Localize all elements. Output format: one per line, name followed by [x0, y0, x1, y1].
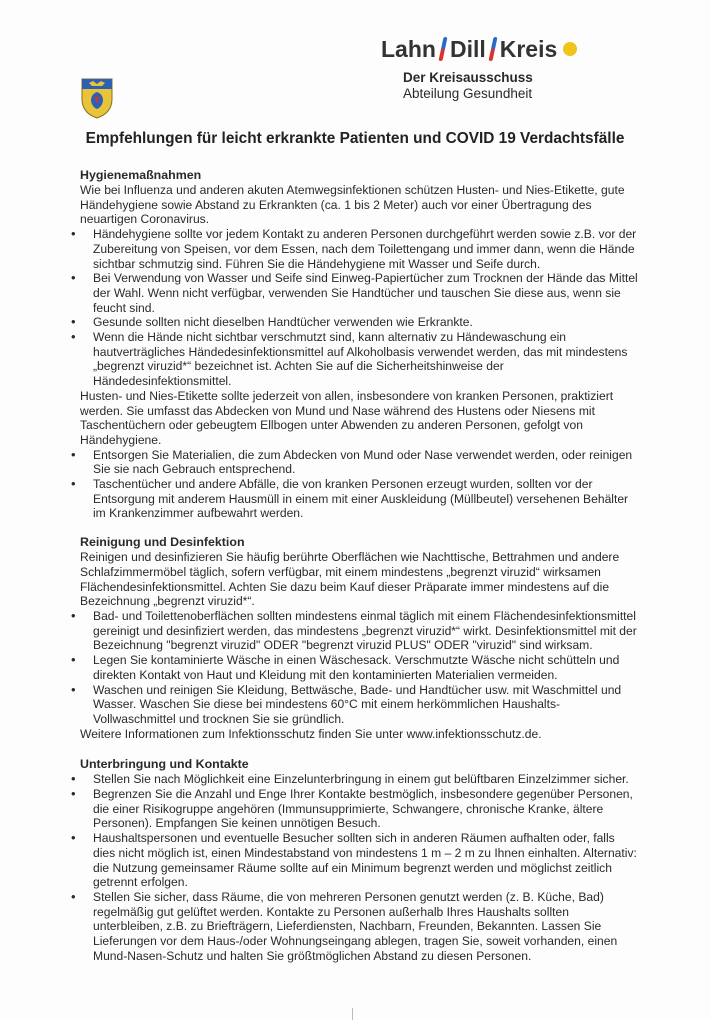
hygiene-cough-etiquette: Husten- und Nies-Etikette sollte jederzeit von allen, insbesondere von kranken Personen, praktiziert werden. Sie umfasst das Abdecken von Mund und Nase während des Hustens oder Niesens mit Taschentüchern oder gebeugtem Ellbogen unter Abwenden zu anderen Personen, gefolgt von Händehygiene.: [80, 388, 614, 447]
list-item: • Bad- und Toilettenoberflächen sollten mindestens einmal täglich mit einem Flächendesinfektionsmittel gereinigt und desinfiziert werden, das mindestens „begrenzt viruzid*“ wirkt. Desinfektionsmittel mit der Bezeichnung "begrenzt viruzid" ODER "begrenzt viruzid PLUS" ODER "viruzid" sind wirksam.: [93, 609, 640, 653]
document-title: Empfehlungen für leicht erkrankte Patienten und COVID 19 Verdachtsfälle: [85, 130, 625, 147]
department-block: [403, 70, 533, 102]
cleaning-intro: Reinigen und desinfizieren Sie häufig berührte Oberflächen wie Nachttische, Bettrahmen und andere Schlafzimmermöbel täglich, sofern verfügbar, mit einem mindestens „begrenzt viruzid“ wirksamen Flächendesinfektionsmittel. Achten Sie dazu beim Kauf dieser Präparate immer mindestens auf die Bezeichnung „begrenzt viruzid*“.: [80, 550, 620, 609]
section-heading-hygiene: Hygienemaßnahmen: [80, 168, 202, 182]
hygiene-intro: Wie bei Influenza und anderen akuten Atemwegsinfektionen schützen Husten- und Nies-Etikette, gute Händehygiene sowie Abstand zu Erkrankten (ca. 1 bis 2 Meter) auch vor einer Übertragung des neuartigen Coronavirus.: [80, 183, 625, 227]
list-item: • Taschentücher und andere Abfälle, die von kranken Personen erzeugt wurden, sollten vor der Entsorgung mit anderem Hausmüll in einem mit einer Auskleidung (Müllbeutel) versehenen Behälter im Krankenzimmer aufbewahrt werden.: [93, 477, 640, 521]
cleaning-bullet-list: [80, 609, 640, 727]
lahn-dill-kreis-logo: [381, 36, 577, 63]
hygiene-bullet-list-2: [80, 448, 640, 522]
section-heading-housing: Unterbringung und Kontakte: [80, 757, 249, 772]
section-hygiene: [80, 168, 640, 521]
list-item: • Entsorgen Sie Materialien, die zum Abdecken von Mund oder Nase verwendet werden, oder reinigen Sie sie nach Gebrauch entsprechend.: [93, 448, 640, 477]
list-item: • Begrenzen Sie die Anzahl und Enge Ihrer Kontakte bestmöglich, insbesondere gegenüber Personen, die einer Risikogruppe angehören (Immunsupprimierte, Schwangere, chronische Kranke, ältere Personen). Empfangen Sie keinen unnötigen Besuch.: [93, 787, 640, 831]
logo-text-lahn: Lahn: [381, 36, 436, 62]
list-item: • Gesunde sollten nicht dieselben Handtücher verwenden wie Erkrankte.: [93, 315, 640, 330]
section-cleaning: [80, 535, 640, 741]
logo-text-kreis: Kreis: [499, 36, 558, 62]
list-item: • Bei Verwendung von Wasser und Seife sind Einweg-Papiertücher zum Trocknen der Hände das Mittel der Wahl. Wenn nicht verfügbar, verwenden Sie Handtücher und tauschen Sie diese aus, wenn sie feucht sind.: [93, 271, 640, 315]
housing-bullet-list: [80, 772, 640, 963]
page-edge-mark: [352, 1008, 353, 1020]
list-item: • Händehygiene sollte vor jedem Kontakt zu anderen Personen durchgeführt werden sowie z.B. vor der Zubereitung von Speisen, vor dem Essen, nach dem Toilettengang und immer dann, wenn die Hände sichtbar schmutzig sind. Führen Sie die Händehygiene mit Wasser und Seife durch.: [93, 227, 640, 271]
coat-of-arms-icon: [80, 75, 114, 119]
list-item: • Legen Sie kontaminierte Wäsche in einen Wäschesack. Verschmutzte Wäsche nicht schütteln und direkten Kontakt von Haut und Kleidung mit den kontaminierten Materialien vermeiden.: [93, 653, 640, 682]
list-item: • Stellen Sie sicher, dass Räume, die von mehreren Personen genutzt werden (z. B. Küche, Bad) regelmäßig gut gelüftet werden. Kontakte zu Personen außerhalb Ihres Haushalts sollten unterbleiben, z.B. zu Briefträgern, Lieferdiensten, Nachbarn, Freunden, Bekannten. Lassen Sie Lieferungen vor dem Haus-/oder Wohnungseingang ablegen, tragen Sie, soweit vorhanden, einen Mund-Nasen-Schutz und halten Sie größtmöglichen Abstand zu diesen Personen.: [93, 890, 640, 964]
logo-separator-icon: [438, 37, 447, 61]
list-item: • Haushaltspersonen und eventuelle Besucher sollten sich in anderen Räumen aufhalten oder, falls dies nicht möglich ist, einen Mindestabstand von mindestens 1 m – 2 m zu Ihnen einhalten. Alternativ: die Nutzung gemeinsamer Räume sollte auf ein Minimum begrenzt werden und möglichst zeitlich getrennt erfolgen.: [93, 831, 640, 890]
org-name: Der Kreisausschuss: [403, 70, 533, 85]
list-item: • Wenn die Hände nicht sichtbar verschmutzt sind, kann alternativ zu Händewaschung ein hautverträgliches Händedesinfektionsmittel auf Alkoholbasis verwendet werden, das mit mindestens „begrenzt viruzid*“ bezeichnet ist. Achten Sie auf die Sicherheitshinweise der Händedesinfektionsmittel.: [93, 330, 640, 389]
section-housing: [80, 757, 640, 963]
hygiene-bullet-list-1: [80, 227, 640, 389]
cleaning-more-info: Weitere Informationen zum Infektionsschutz finden Sie unter www.infektionsschutz.de.: [80, 726, 542, 741]
logo-text-dill: Dill: [449, 36, 486, 62]
section-heading-cleaning: Reinigung und Desinfektion: [80, 535, 245, 550]
list-item: • Waschen und reinigen Sie Kleidung, Bettwäsche, Bade- und Handtücher usw. mit Waschmittel und Wasser. Waschen Sie diese bei mindestens 60°C mit einem herkömmlichen Haushalts-Vollwaschmittel und trocknen Sie sie gründlich.: [93, 683, 640, 727]
document-body: [80, 168, 640, 963]
logo-separator-icon: [488, 37, 497, 61]
list-item: • Stellen Sie nach Möglichkeit eine Einzelunterbringung in einem gut belüftbaren Einzelzimmer sicher.: [93, 772, 640, 787]
department-name: Abteilung Gesundheit: [403, 86, 533, 101]
logo-circle-icon: [563, 42, 577, 56]
